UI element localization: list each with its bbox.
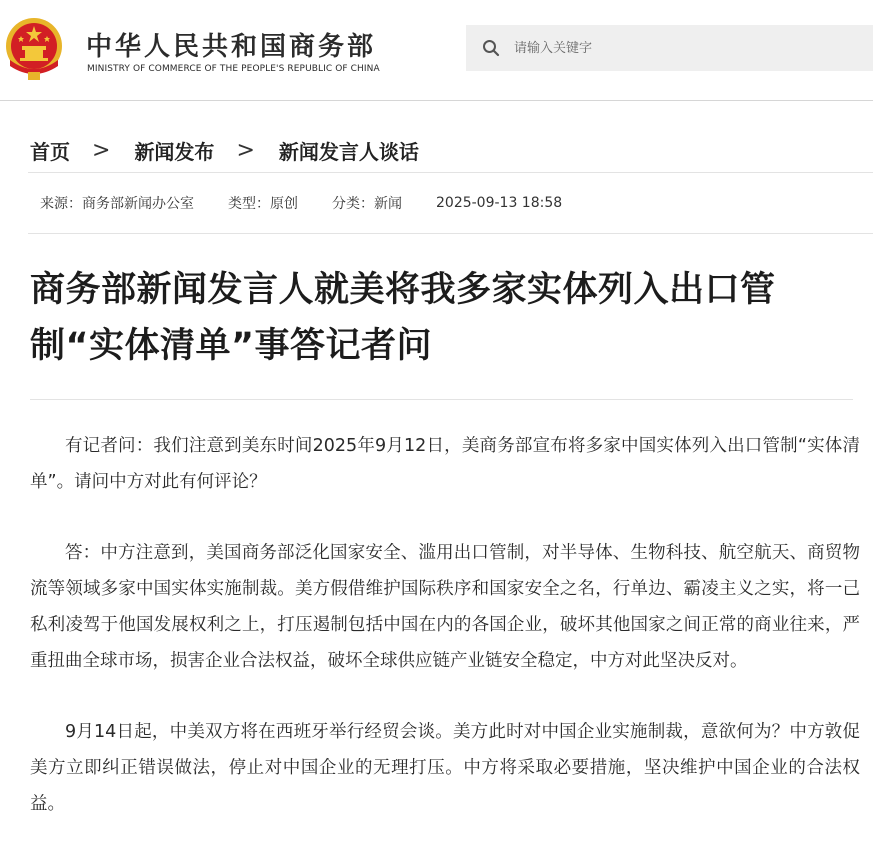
breadcrumb-spokesperson[interactable]: 新闻发言人谈话 <box>278 139 419 164</box>
org-name-zh[interactable]: 中华人民共和国商务部 <box>86 32 377 62</box>
site-header <box>0 0 873 101</box>
breadcrumb <box>30 136 419 164</box>
article-paragraph: 9月14日起，中美双方将在西班牙举行经贸会谈。美方此时对中国企业实施制裁，意欲何为？中方敦促美方立即纠正错误做法，停止对中国企业的无理打压。中方将采取必要措施，坚决维护中国企业的合法权益。 <box>30 722 860 814</box>
national-emblem-icon[interactable] <box>4 16 64 82</box>
search-input[interactable] <box>514 25 854 71</box>
meta-category: 分类：新闻 <box>332 196 402 212</box>
search-box[interactable] <box>466 25 873 71</box>
breadcrumb-separator: > <box>92 137 111 163</box>
breadcrumb-home[interactable]: 首页 <box>30 139 70 164</box>
article-title: 商务部新闻发言人就美将我多家实体列入出口管制“实体清单”事答记者问 <box>30 270 776 366</box>
meta-datetime: 2025-09-13 18:58 <box>436 195 563 211</box>
article-paragraph: 答：中方注意到，美国商务部泛化国家安全、滥用出口管制，对半导体、生物科技、航空航天、商贸物流等领域多家中国实体实施制裁。美方假借维护国际秩序和国家安全之名，行单边、霸凌主义之实，将一己私利凌驾于他国发展权利之上，打压遏制包括中国在内的各国企业，破坏其他国家之间正常的商业往来，严重扭曲全球市场，损害企业合法权益，破坏全球供应链产业链安全稳定，中方对此坚决反对。 <box>30 543 860 671</box>
meta-source: 来源：商务部新闻办公室 <box>40 196 194 212</box>
breadcrumb-news-release[interactable]: 新闻发布 <box>134 139 215 164</box>
article-body <box>30 428 860 857</box>
meta-type: 类型：原创 <box>228 196 298 212</box>
article-paragraph: 有记者问：我们注意到美东时间2025年9月12日，美商务部宣布将多家中国实体列入出口管制“实体清单”。请问中方对此有何评论？ <box>30 436 860 492</box>
org-name-en: MINISTRY OF COMMERCE OF THE PEOPLE'S REPUBLIC OF CHINA <box>87 64 380 74</box>
search-icon[interactable] <box>482 39 500 57</box>
title-divider <box>30 399 853 400</box>
breadcrumb-separator: > <box>236 137 255 163</box>
article-meta <box>28 172 873 234</box>
